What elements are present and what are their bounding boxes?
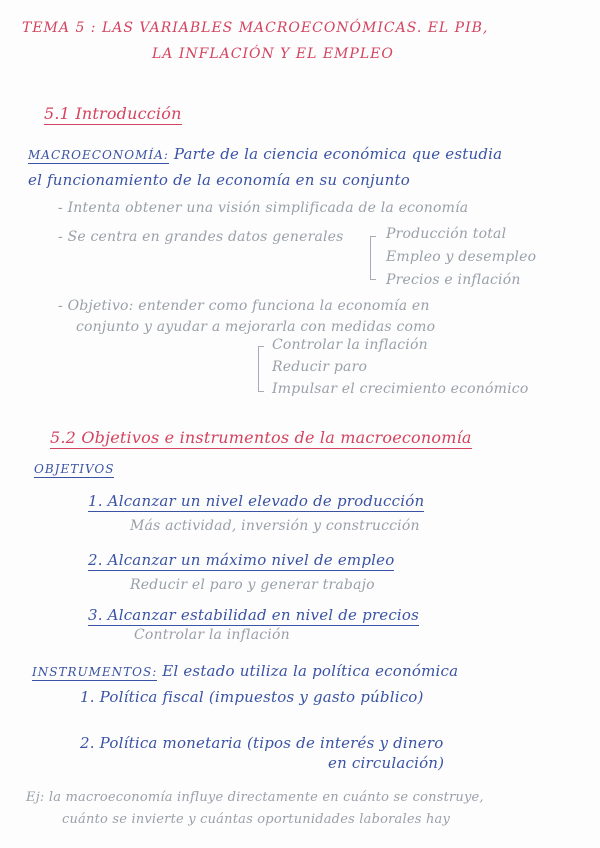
measure-item-1: Controlar la inflación: [272, 337, 428, 353]
page-title-line-1: TEMA 5 : LAS VARIABLES MACROECONÓMICAS. EL PIB,: [22, 20, 489, 36]
objective-1-text: 1. Alcanzar un nivel elevado de producción: [88, 492, 425, 510]
definition-text: Parte de la ciencia económica que estudia: [173, 145, 503, 163]
objective-3-title: [88, 606, 419, 624]
measure-item-3: Impulsar el crecimiento económico: [272, 381, 529, 397]
general-data-item-2: Empleo y desempleo: [386, 249, 537, 265]
example-line-1: Ej: la macroeconomía influye directamente en cuánto se construye,: [26, 790, 484, 805]
bullet-objective-line-2: conjunto y ayudar a mejorarla con medidas como: [76, 319, 436, 335]
definition-line-2: el funcionamiento de la economía en su conjunto: [28, 171, 410, 189]
measure-item-2: Reducir paro: [272, 359, 368, 375]
instruments-line: [32, 662, 458, 680]
objective-3-detail: Controlar la inflación: [134, 627, 290, 643]
instruments-label: INSTRUMENTOS:: [32, 665, 158, 679]
objectives-label: OBJETIVOS: [34, 462, 115, 476]
section-heading-5-1: 5.1 Introducción: [44, 104, 182, 123]
definition-line-1: [28, 145, 502, 163]
instruments-text: El estado utiliza la política económica: [162, 662, 459, 680]
section-heading-5-2: 5.2 Objetivos e instrumentos de la macroeconomía: [50, 428, 472, 447]
brace-measures: [258, 346, 259, 392]
instrument-monetary-policy-line-2: en circulación): [328, 754, 445, 772]
bullet-general-data: - Se centra en grandes datos generales: [58, 229, 344, 245]
brace-general-data: [370, 236, 371, 280]
instrument-fiscal-policy: 1. Política fiscal (impuestos y gasto público): [80, 688, 424, 706]
example-line-2: cuánto se invierte y cuántas oportunidades laborales hay: [62, 812, 451, 827]
general-data-item-1: Producción total: [386, 226, 507, 242]
objective-2-detail: Reducir el paro y generar trabajo: [130, 577, 375, 593]
definition-term: MACROECONOMÍA:: [28, 148, 169, 162]
bullet-objective-line-1: - Objetivo: entender como funciona la economía en: [58, 298, 430, 314]
bullet-simplified-view: - Intenta obtener una visión simplificada de la economía: [58, 200, 469, 216]
page-title-line-2: LA INFLACIÓN Y EL EMPLEO: [152, 46, 394, 62]
objective-3-text: 3. Alcanzar estabilidad en nivel de precios: [88, 606, 420, 624]
objective-1-title: [88, 492, 424, 510]
general-data-item-3: Precios e inflación: [386, 272, 521, 288]
objective-2-title: [88, 551, 394, 569]
objective-1-detail: Más actividad, inversión y construcción: [130, 518, 420, 534]
objective-2-text: 2. Alcanzar un máximo nivel de empleo: [88, 551, 395, 569]
instrument-monetary-policy-line-1: 2. Política monetaria (tipos de interés y dinero: [80, 734, 444, 752]
